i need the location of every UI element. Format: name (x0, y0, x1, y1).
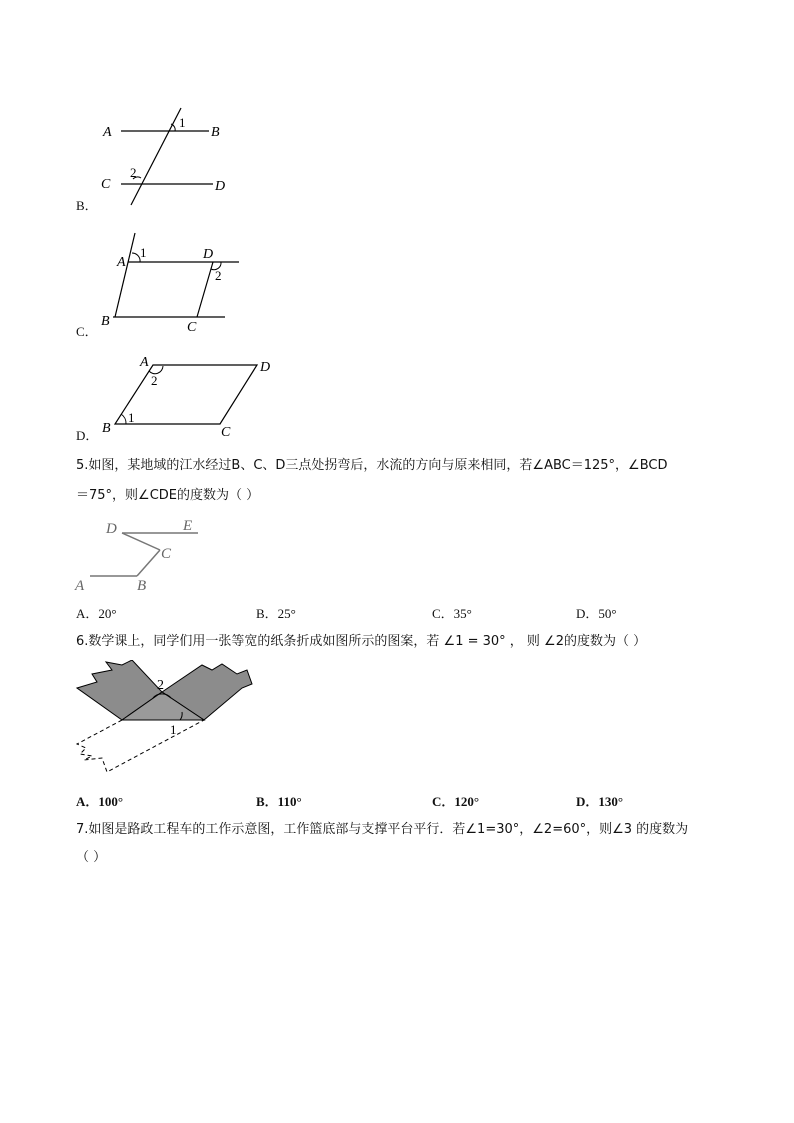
question-6-figure (72, 660, 262, 780)
q5-choice-b: B．25° (256, 606, 296, 621)
angle-2-label: 2 (215, 268, 222, 283)
label-B: B (102, 421, 111, 436)
label-A: A (140, 355, 149, 370)
q5-choice-a: A．20° (76, 606, 117, 621)
angle-2-label: 2 (130, 165, 137, 180)
q5-choice-c: C．35° (432, 606, 472, 621)
angle-2-label: 2 (151, 373, 158, 388)
question-7-line-2: （ ） (76, 850, 107, 865)
option-b-figure (95, 105, 245, 210)
option-c-label: C． (76, 324, 98, 339)
question-6-line-1: 6.数学课上，同学们用一张等宽的纸条折成如图所示的图案，若 ∠1 = 30° ， 则 ∠2的度数为（ ） (76, 634, 647, 649)
label-D: D (260, 360, 271, 375)
label-D: D (203, 247, 214, 262)
angle-2-label: 2 (157, 678, 164, 693)
option-d-label: D． (76, 428, 99, 443)
label-A: A (75, 578, 85, 594)
question-5-line-1: 5.如图，某地域的江水经过B、C、D三点处拐弯后，水流的方向与原来相同，若∠ABC＝125°，∠BCD (76, 458, 668, 473)
option-b-label: B． (76, 198, 98, 213)
angle-1-label: 1 (128, 410, 135, 425)
q6-choice-a: A．100° (76, 794, 124, 809)
label-B: B (211, 125, 220, 140)
option-c-figure (95, 228, 255, 338)
label-D: D (215, 179, 226, 194)
label-B: B (101, 314, 110, 329)
question-5-line-2: ＝75°，则∠CDE的度数为（ ） (76, 488, 260, 503)
label-E: E (183, 518, 193, 534)
option-d-figure (95, 352, 280, 442)
label-B: B (137, 578, 147, 594)
question-5-figure (72, 514, 212, 594)
angle-1-label: 1 (179, 115, 186, 130)
q5-choice-d: D．50° (576, 606, 617, 621)
label-C: C (187, 320, 197, 335)
angle-1-label: 1 (170, 722, 177, 737)
label-C: C (161, 546, 172, 562)
q6-choice-c: C．120° (432, 794, 480, 809)
label-D: D (106, 521, 117, 537)
q6-choice-d: D．130° (576, 794, 624, 809)
label-C: C (101, 177, 111, 192)
question-7-line-1: 7.如图是路政工程车的工作示意图，工作篮底部与支撑平台平行．若∠1=30°，∠2=60°，则∠3 的度数为 (76, 822, 689, 837)
label-A: A (103, 125, 112, 140)
angle-1-label: 1 (140, 245, 147, 260)
q6-choice-b: B．110° (256, 794, 302, 809)
label-A: A (117, 255, 126, 270)
label-C: C (221, 425, 231, 440)
